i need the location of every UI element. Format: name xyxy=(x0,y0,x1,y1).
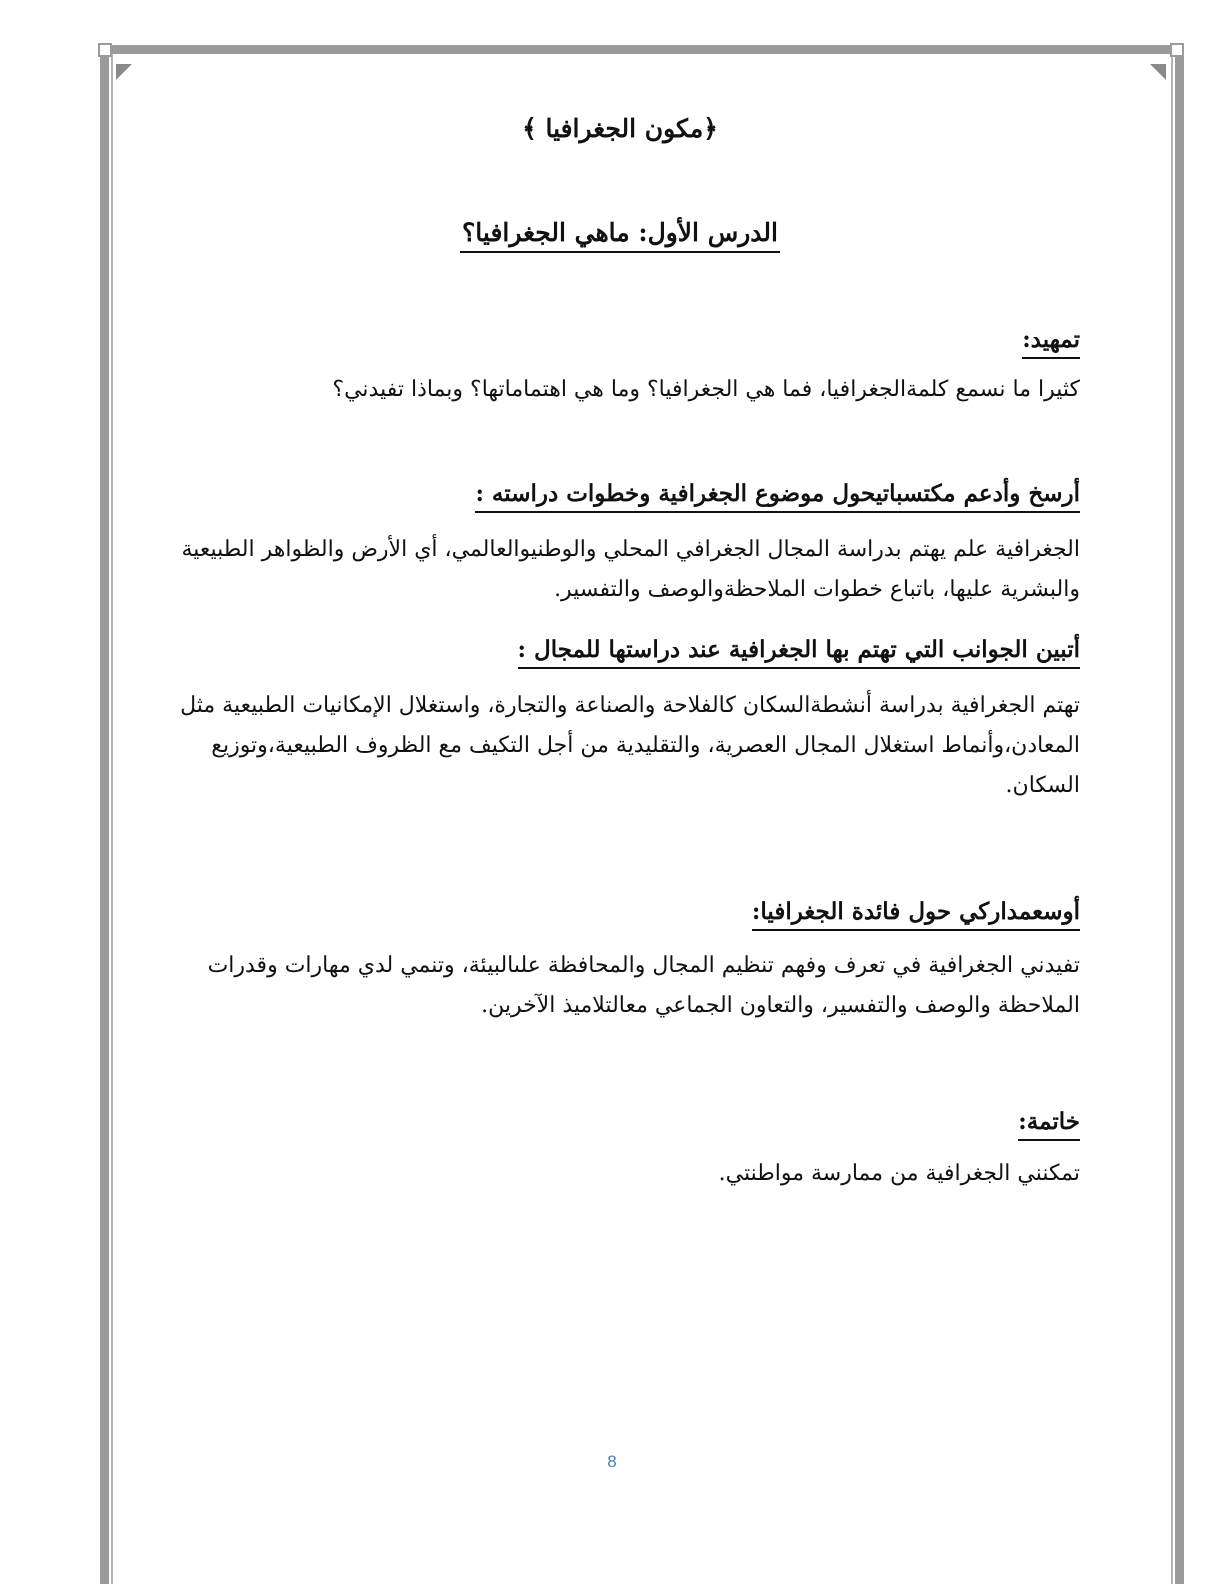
section-heading-consolidate: أرسخ وأدعم مكتسباتيحول موضوع الجغرافية وخطوات دراسته : xyxy=(475,480,1080,507)
page-border-left-inner xyxy=(111,54,113,1584)
section-heading-benefit: أوسعمداركي حول فائدة الجغرافيا: xyxy=(752,898,1080,925)
lesson-title xyxy=(160,218,1080,247)
page-border-right-inner xyxy=(1171,54,1173,1584)
section-text-benefit: تفيدني الجغرافية في تعرف وفهم تنظيم المجال والمحافظة علىالبيئة، وتنمي لدي مهارات وقدرات الملاحظة والوصف والتفسير، والتعاون الجماعي معالتلاميذ الآخرين. xyxy=(207,953,1080,1018)
corner-triangle-left xyxy=(116,64,132,80)
section-heading-intro: تمهيد: xyxy=(1022,326,1080,353)
section-heading-aspects: أتبين الجوانب التي تهتم بها الجغرافية عند دراستها للمجال : xyxy=(518,636,1080,663)
section-heading-conclusion: خاتمة: xyxy=(1018,1108,1080,1135)
page-border-left xyxy=(100,45,109,1584)
document-title: ﴿مكون الجغرافيا ﴾ xyxy=(522,114,718,143)
section-text-aspects: تهتم الجغرافية بدراسة أنشطةالسكان كالفلاحة والصناعة والتجارة، واستغلال الإمكانيات الطبيعية مثل المعادن،وأنماط استغلال المجال العصرية، والتقليدية من أجل التكيف مع الظروف الطبيعية،وتوزيع السكان. xyxy=(180,693,1080,798)
section-text-intro: كثيرا ما نسمع كلمةالجغرافيا، فما هي الجغرافيا؟ وما هي اهتماماتها؟ وبماذا تفيدني؟ xyxy=(332,377,1080,402)
section-text-conclusion: تمكنني الجغرافية من ممارسة مواطنتي. xyxy=(718,1161,1080,1186)
page-number: 8 xyxy=(607,1452,617,1471)
corner-triangle-right xyxy=(1150,64,1166,80)
corner-ornament-top-left xyxy=(98,43,112,57)
page-border-top xyxy=(100,45,1184,54)
page-border-right xyxy=(1175,45,1184,1584)
section-text-consolidate: الجغرافية علم يهتم بدراسة المجال الجغرافي المحلي والوطنيوالعالمي، أي الأرض والظواهر الطبيعية والبشرية عليها، باتباع خطوات الملاحظةوالوصف والتفسير. xyxy=(181,537,1080,602)
corner-ornament-top-right xyxy=(1170,43,1184,57)
lesson-title-text: الدرس الأول: ماهي الجغرافيا؟ xyxy=(460,218,780,253)
